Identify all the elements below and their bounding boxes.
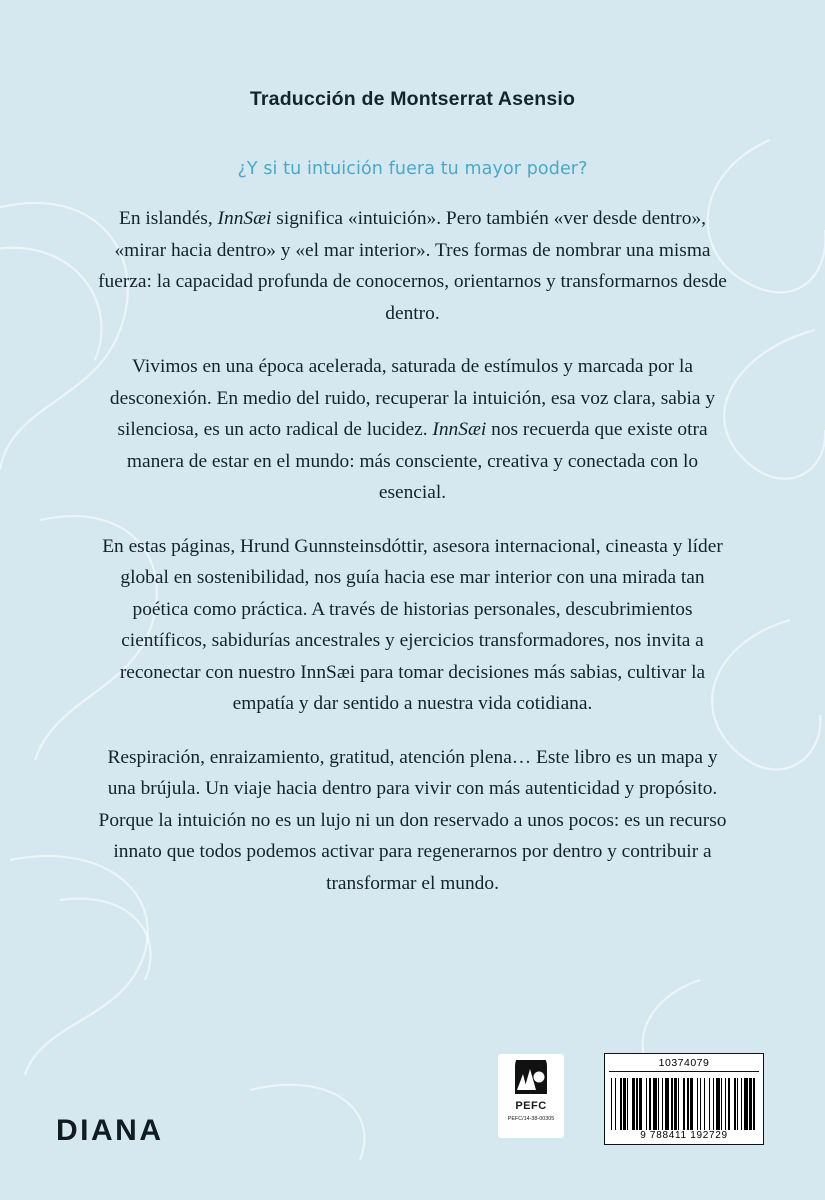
barcode-block <box>604 1053 764 1145</box>
pefc-certification-mark <box>498 1054 564 1138</box>
blurb-text <box>93 179 733 899</box>
pefc-label: PEFC <box>515 1100 547 1112</box>
barcode-internal-number: 10374079 <box>609 1057 759 1072</box>
blurb-paragraph: En islandés, InnSæi significa «intuición». Pero también «ver desde dentro», «mirar hacia dentro» y «el mar interior». Tres formas de nombrar una misma fuerza: la capacidad profunda de conocernos, orientarnos y transformarnos desde dentro. <box>98 208 727 324</box>
isbn-number: 9 788411 192729 <box>640 1130 728 1141</box>
publisher-logo-diana: DIANA <box>56 1114 164 1147</box>
pefc-code: PEFC/14-38-00305 <box>507 1116 555 1122</box>
blurb-paragraph: Respiración, enraizamiento, gratitud, atención plena… Este libro es un mapa y una brújula. Un viaje hacia dentro para vivir con más autenticidad y propósito. Porque la intuición no es un lujo ni un don reservado a unos pocos: es un recurso innato que todos podemos activar para regenerarnos por dentro y contribuir a transformar el mundo. <box>98 746 727 894</box>
translator-credit: Traducción de Montserrat Asensio <box>249 88 576 110</box>
tagline: ¿Y si tu intuición fuera tu mayor poder? <box>237 159 588 179</box>
pefc-trees-icon <box>511 1060 551 1098</box>
blurb-paragraph: Vivimos en una época acelerada, saturada de estímulos y marcada por la desconexión. En medio del ruido, recuperar la intuición, esa voz clara, sabia y silenciosa, es un acto radical de lucidez. InnSæi nos recuerda que existe otra manera de estar en el mundo: más consciente, creativa y conectada con lo esencial. <box>109 356 716 503</box>
blurb-paragraph: En estas páginas, Hrund Gunnsteinsdóttir, asesora internacional, cineasta y líder global en sostenibilidad, nos guía hacia ese mar interior con una mirada tan poética como práctica. A través de historias personales, descubrimientos científicos, sabidurías ancestrales y ejercicios transformadores, nos invita a reconectar con nuestro InnSæi para tomar decisiones más sabias, cultivar la empatía y dar sentido a nuestra vida cotidiana. <box>102 535 723 714</box>
barcode-bars <box>609 1072 759 1130</box>
cover-footer <box>0 1010 825 1200</box>
